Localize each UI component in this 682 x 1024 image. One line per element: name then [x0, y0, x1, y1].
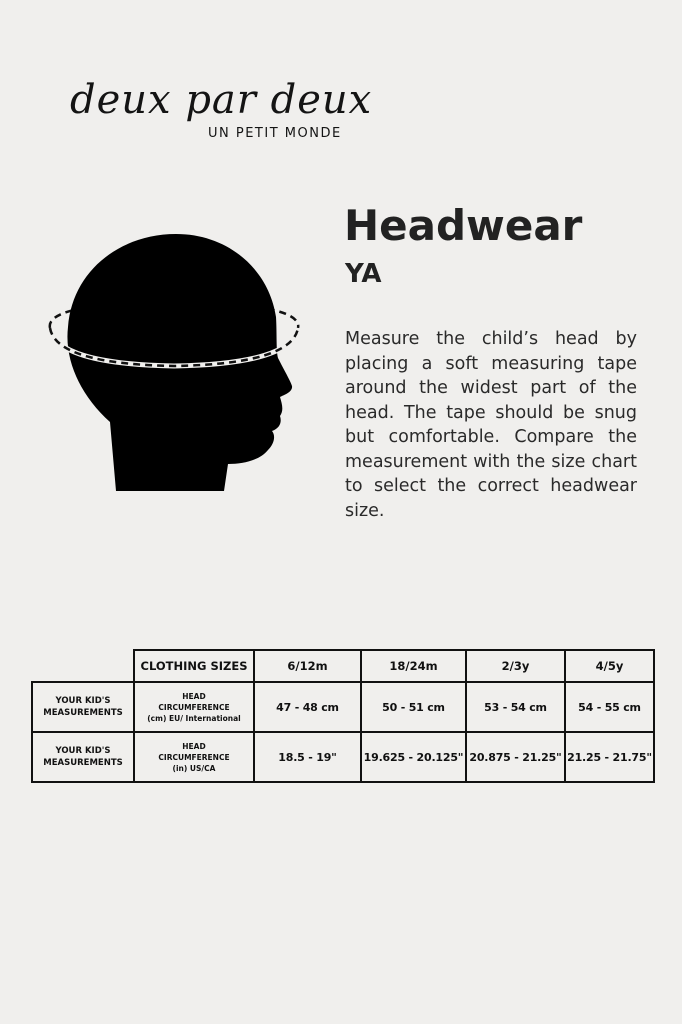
measurements-label: YOUR KID'S MEASUREMENTS: [32, 732, 134, 782]
head-circumference-label: HEAD CIRCUMFERENCE (in) US/CA: [134, 732, 254, 782]
size-chart-header-row: [32, 650, 654, 682]
head-circumference-label: HEAD CIRCUMFERENCE (cm) EU/ International: [134, 682, 254, 732]
size-header: 4/5y: [565, 650, 654, 682]
size-header: 2/3y: [466, 650, 565, 682]
size-value: 54 - 55 cm: [565, 682, 654, 732]
head-silhouette-with-measuring-tape-icon: [44, 232, 306, 494]
size-header: 18/24m: [361, 650, 466, 682]
clothing-sizes-header: CLOTHING SIZES: [134, 650, 254, 682]
page-subtitle: YA: [345, 259, 382, 289]
size-value: 19.625 - 20.125": [361, 732, 466, 782]
size-value: 18.5 - 19": [254, 732, 361, 782]
table-row: [32, 732, 654, 782]
size-value: 20.875 - 21.25": [466, 732, 565, 782]
brand-name: deux par deux: [70, 77, 373, 123]
brand-tagline: UN PETIT MONDE: [208, 126, 342, 141]
page-title: Headwear: [344, 201, 583, 250]
size-value: 21.25 - 21.75": [565, 732, 654, 782]
brand-logo: [70, 76, 390, 148]
measuring-instructions: Measure the child’s head by placing a soft measuring tape around the widest part of the head. The tape should be snug but comfortable. Compare the measurement with the size chart to select the correct headwear size.: [345, 329, 637, 521]
size-value: 47 - 48 cm: [254, 682, 361, 732]
size-chart-table: [31, 649, 655, 783]
blank-cell: [32, 650, 134, 682]
table-row: [32, 682, 654, 732]
size-header: 6/12m: [254, 650, 361, 682]
size-value: 50 - 51 cm: [361, 682, 466, 732]
size-value: 53 - 54 cm: [466, 682, 565, 732]
measurements-label: YOUR KID'S MEASUREMENTS: [32, 682, 134, 732]
